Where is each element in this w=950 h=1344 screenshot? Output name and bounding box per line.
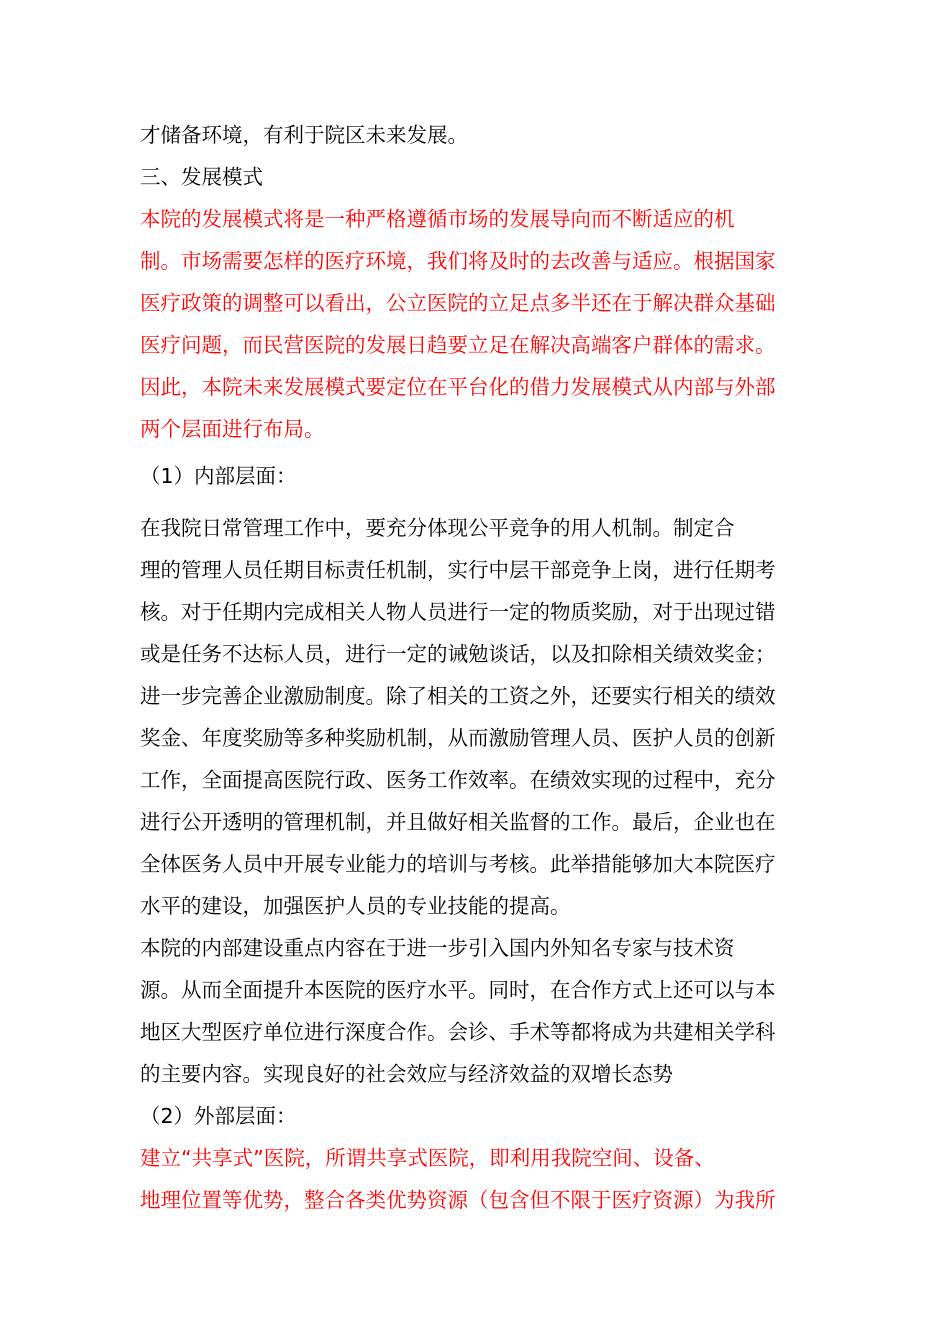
text-line: 地区大型医疗单位进行深度合作。会诊、手术等都将成为共建相关学科 xyxy=(140,1020,776,1044)
text-line: 理的管理人员任期目标责任机制，实行中层干部竞争上岗，进行任期考 xyxy=(140,558,776,582)
text-line: 因此，本院未来发展模式要定位在平台化的借力发展模式从内部与外部 xyxy=(140,375,776,399)
text-line: 核。对于任期内完成相关人物人员进行一定的物质奖励，对于出现过错 xyxy=(140,600,776,624)
text-line: 制。市场需要怎样的医疗环境，我们将及时的去改善与适应。根据国家 xyxy=(140,249,776,273)
text-line: 地理位置等优势，整合各类优势资源（包含但不限于医疗资源）为我所 xyxy=(140,1188,776,1212)
text-line: 医疗政策的调整可以看出，公立医院的立足点多半还在于解决群众基础 xyxy=(140,291,776,315)
section-heading: 三、发展模式 xyxy=(140,165,263,189)
subsection-heading: （1）内部层面： xyxy=(140,464,297,488)
text-line: 全体医务人员中开展专业能力的培训与考核。此举措能够加大本院医疗 xyxy=(140,852,776,876)
text-line: 或是任务不达标人员，进行一定的诫勉谈话，以及扣除相关绩效奖金； xyxy=(140,642,776,666)
text-line: 本院的发展模式将是一种严格遵循市场的发展导向而不断适应的机 xyxy=(140,207,735,231)
text-line: 奖金、年度奖励等多种奖励机制，从而激励管理人员、医护人员的创新 xyxy=(140,726,776,750)
text-line: 进行公开透明的管理机制，并且做好相关监督的工作。最后，企业也在 xyxy=(140,810,776,834)
text-line: 医疗问题，而民营医院的发展日趋要立足在解决高端客户群体的需求。 xyxy=(140,333,776,357)
text-line: 工作，全面提高医院行政、医务工作效率。在绩效实现的过程中，充分 xyxy=(140,768,776,792)
text-line: 两个层面进行布局。 xyxy=(140,417,325,441)
text-line: 源。从而全面提升本医院的医疗水平。同时，在合作方式上还可以与本 xyxy=(140,978,776,1002)
text-line: 才储备环境，有利于院区未来发展。 xyxy=(140,123,468,147)
text-line: 水平的建设，加强医护人员的专业技能的提高。 xyxy=(140,894,571,918)
text-line: 进一步完善企业激励制度。除了相关的工资之外，还要实行相关的绩效 xyxy=(140,684,776,708)
text-line: 在我院日常管理工作中，要充分体现公平竞争的用人机制。制定合 xyxy=(140,516,735,540)
text-line: 本院的内部建设重点内容在于进一步引入国内外知名专家与技术资 xyxy=(140,936,735,960)
subsection-heading: （2）外部层面： xyxy=(140,1104,297,1128)
text-line: 建立“共享式”医院，所谓共享式医院，即利用我院空间、设备、 xyxy=(140,1146,715,1170)
text-line: 的主要内容。实现良好的社会效应与经济效益的双增长态势 xyxy=(140,1062,673,1086)
